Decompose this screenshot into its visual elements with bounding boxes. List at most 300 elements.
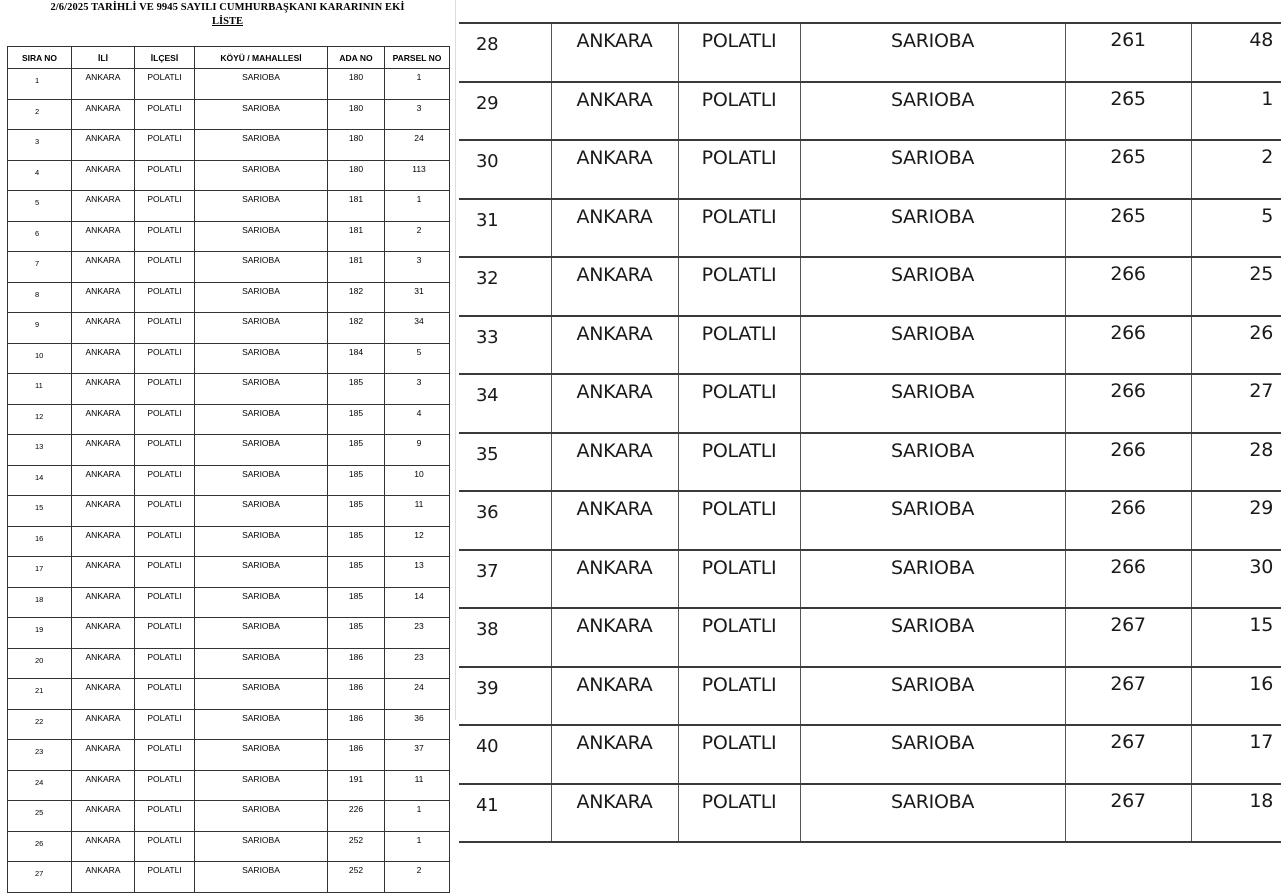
ada-no-cell: 252 [328, 862, 385, 893]
il-cell: ANKARA [72, 252, 135, 283]
ada-no-cell: 266 [1065, 550, 1191, 609]
table-row [8, 343, 450, 374]
ada-no-cell: 186 [328, 709, 385, 740]
ilce-cell: POLATLI [678, 433, 800, 492]
ilce-cell: POLATLI [678, 374, 800, 433]
table-row [8, 526, 450, 557]
table-row [8, 587, 450, 618]
koy-mahalle-cell: SARIOBA [195, 130, 328, 161]
parsel-no-cell: 1 [385, 801, 450, 832]
koy-mahalle-cell: SARIOBA [195, 282, 328, 313]
table-row [8, 557, 450, 588]
table-row [8, 130, 450, 161]
koy-mahalle-cell: SARIOBA [195, 160, 328, 191]
il-cell: ANKARA [72, 435, 135, 466]
ada-no-cell: 180 [328, 160, 385, 191]
table-row [459, 140, 1281, 199]
il-cell: ANKARA [551, 140, 678, 199]
parsel-no-cell: 24 [385, 130, 450, 161]
document-subtitle: LİSTE [212, 16, 243, 27]
ilce-cell: POLATLI [135, 679, 195, 710]
sira-no-cell: 38 [459, 608, 551, 667]
il-cell: ANKARA [72, 282, 135, 313]
il-cell: ANKARA [551, 491, 678, 550]
sira-no-cell: 26 [8, 831, 72, 862]
table-row [459, 550, 1281, 609]
parcel-list-table-part-1 [7, 46, 450, 893]
il-cell: ANKARA [72, 557, 135, 588]
koy-mahalle-cell: SARIOBA [195, 374, 328, 405]
ada-no-cell: 226 [328, 801, 385, 832]
sira-no-cell: 17 [8, 557, 72, 588]
parsel-no-cell: 48 [1191, 23, 1281, 82]
sira-no-cell: 4 [8, 160, 72, 191]
table-body-part-2 [459, 23, 1281, 842]
ilce-cell: POLATLI [135, 831, 195, 862]
parsel-no-cell: 1 [385, 69, 450, 100]
il-cell: ANKARA [551, 608, 678, 667]
koy-mahalle-cell: SARIOBA [195, 740, 328, 771]
ilce-cell: POLATLI [135, 404, 195, 435]
parsel-no-cell: 27 [1191, 374, 1281, 433]
sira-no-cell: 39 [459, 667, 551, 726]
koy-mahalle-cell: SARIOBA [195, 69, 328, 100]
ilce-cell: POLATLI [135, 587, 195, 618]
ada-no-cell: 266 [1065, 257, 1191, 316]
sira-no-cell: 12 [8, 404, 72, 435]
koy-mahalle-cell: SARIOBA [195, 313, 328, 344]
il-cell: ANKARA [72, 374, 135, 405]
ilce-cell: POLATLI [135, 343, 195, 374]
ada-no-cell: 185 [328, 496, 385, 527]
table-row [8, 160, 450, 191]
parsel-no-cell: 12 [385, 526, 450, 557]
koy-mahalle-cell: SARIOBA [195, 801, 328, 832]
parsel-no-cell: 1 [1191, 82, 1281, 141]
il-cell: ANKARA [72, 831, 135, 862]
header-parsel-no: PARSEL NO [385, 47, 450, 69]
document-title: 2/6/2025 TARİHLİ VE 9945 SAYILI CUMHURBAŞKANI KARARININ EKİ [50, 2, 405, 13]
sira-no-cell: 21 [8, 679, 72, 710]
parsel-no-cell: 28 [1191, 433, 1281, 492]
sira-no-cell: 41 [459, 784, 551, 843]
ada-no-cell: 185 [328, 557, 385, 588]
il-cell: ANKARA [72, 770, 135, 801]
ada-no-cell: 182 [328, 282, 385, 313]
ada-no-cell: 181 [328, 191, 385, 222]
ada-no-cell: 180 [328, 99, 385, 130]
ada-no-cell: 267 [1065, 608, 1191, 667]
ada-no-cell: 266 [1065, 491, 1191, 550]
parsel-no-cell: 2 [385, 862, 450, 893]
ada-no-cell: 181 [328, 252, 385, 283]
table-row [8, 740, 450, 771]
parsel-no-cell: 11 [385, 770, 450, 801]
il-cell: ANKARA [551, 82, 678, 141]
koy-mahalle-cell: SARIOBA [195, 496, 328, 527]
il-cell: ANKARA [72, 343, 135, 374]
parsel-no-cell: 36 [385, 709, 450, 740]
parsel-no-cell: 3 [385, 252, 450, 283]
sira-no-cell: 36 [459, 491, 551, 550]
koy-mahalle-cell: SARIOBA [195, 831, 328, 862]
table-row [459, 433, 1281, 492]
koy-mahalle-cell: SARIOBA [195, 435, 328, 466]
ilce-cell: POLATLI [678, 82, 800, 141]
parsel-no-cell: 9 [385, 435, 450, 466]
sira-no-cell: 37 [459, 550, 551, 609]
ilce-cell: POLATLI [135, 160, 195, 191]
parsel-no-cell: 30 [1191, 550, 1281, 609]
ilce-cell: POLATLI [678, 257, 800, 316]
il-cell: ANKARA [551, 316, 678, 375]
table-row [8, 69, 450, 100]
koy-mahalle-cell: SARIOBA [800, 784, 1065, 843]
parsel-no-cell: 31 [385, 282, 450, 313]
koy-mahalle-cell: SARIOBA [800, 23, 1065, 82]
ada-no-cell: 186 [328, 679, 385, 710]
sira-no-cell: 15 [8, 496, 72, 527]
table-row [8, 435, 450, 466]
sira-no-cell: 16 [8, 526, 72, 557]
ilce-cell: POLATLI [135, 69, 195, 100]
ilce-cell: POLATLI [135, 740, 195, 771]
koy-mahalle-cell: SARIOBA [195, 465, 328, 496]
il-cell: ANKARA [72, 740, 135, 771]
koy-mahalle-cell: SARIOBA [195, 648, 328, 679]
table-row [459, 725, 1281, 784]
parsel-no-cell: 26 [1191, 316, 1281, 375]
ilce-cell: POLATLI [135, 130, 195, 161]
koy-mahalle-cell: SARIOBA [195, 862, 328, 893]
ilce-cell: POLATLI [135, 465, 195, 496]
parsel-no-cell: 1 [385, 831, 450, 862]
koy-mahalle-cell: SARIOBA [195, 618, 328, 649]
il-cell: ANKARA [551, 667, 678, 726]
koy-mahalle-cell: SARIOBA [800, 550, 1065, 609]
koy-mahalle-cell: SARIOBA [800, 667, 1065, 726]
ilce-cell: POLATLI [678, 23, 800, 82]
table-row [459, 23, 1281, 82]
il-cell: ANKARA [72, 404, 135, 435]
koy-mahalle-cell: SARIOBA [195, 343, 328, 374]
table-row [8, 679, 450, 710]
koy-mahalle-cell: SARIOBA [800, 82, 1065, 141]
table-body-part-1 [8, 69, 450, 893]
ada-no-cell: 185 [328, 404, 385, 435]
ada-no-cell: 265 [1065, 82, 1191, 141]
koy-mahalle-cell: SARIOBA [195, 252, 328, 283]
parsel-no-cell: 25 [1191, 257, 1281, 316]
il-cell: ANKARA [72, 465, 135, 496]
ilce-cell: POLATLI [135, 618, 195, 649]
sira-no-cell: 11 [8, 374, 72, 405]
ada-no-cell: 261 [1065, 23, 1191, 82]
ilce-cell: POLATLI [135, 252, 195, 283]
sira-no-cell: 30 [459, 140, 551, 199]
header-sira-no: SIRA NO [8, 47, 72, 69]
ada-no-cell: 185 [328, 374, 385, 405]
il-cell: ANKARA [72, 99, 135, 130]
table-row [459, 82, 1281, 141]
koy-mahalle-cell: SARIOBA [800, 374, 1065, 433]
left-document-page [0, 0, 455, 878]
ilce-cell: POLATLI [678, 316, 800, 375]
sira-no-cell: 20 [8, 648, 72, 679]
sira-no-cell: 28 [459, 23, 551, 82]
koy-mahalle-cell: SARIOBA [800, 199, 1065, 258]
sira-no-cell: 33 [459, 316, 551, 375]
il-cell: ANKARA [551, 257, 678, 316]
sira-no-cell: 7 [8, 252, 72, 283]
koy-mahalle-cell: SARIOBA [800, 316, 1065, 375]
ilce-cell: POLATLI [678, 140, 800, 199]
sira-no-cell: 5 [8, 191, 72, 222]
table-row [8, 862, 450, 893]
il-cell: ANKARA [72, 587, 135, 618]
table-row [8, 465, 450, 496]
sira-no-cell: 13 [8, 435, 72, 466]
ada-no-cell: 191 [328, 770, 385, 801]
ada-no-cell: 186 [328, 648, 385, 679]
koy-mahalle-cell: SARIOBA [800, 140, 1065, 199]
il-cell: ANKARA [72, 618, 135, 649]
ada-no-cell: 267 [1065, 667, 1191, 726]
koy-mahalle-cell: SARIOBA [800, 608, 1065, 667]
sira-no-cell: 1 [8, 69, 72, 100]
ada-no-cell: 181 [328, 221, 385, 252]
ilce-cell: POLATLI [678, 199, 800, 258]
sira-no-cell: 31 [459, 199, 551, 258]
table-row [8, 648, 450, 679]
koy-mahalle-cell: SARIOBA [195, 99, 328, 130]
ada-no-cell: 265 [1065, 199, 1191, 258]
table-row [8, 313, 450, 344]
ilce-cell: POLATLI [135, 709, 195, 740]
koy-mahalle-cell: SARIOBA [195, 526, 328, 557]
parsel-no-cell: 29 [1191, 491, 1281, 550]
il-cell: ANKARA [551, 23, 678, 82]
ilce-cell: POLATLI [678, 608, 800, 667]
koy-mahalle-cell: SARIOBA [195, 770, 328, 801]
sira-no-cell: 25 [8, 801, 72, 832]
koy-mahalle-cell: SARIOBA [195, 221, 328, 252]
il-cell: ANKARA [72, 679, 135, 710]
ada-no-cell: 185 [328, 587, 385, 618]
il-cell: ANKARA [72, 130, 135, 161]
header-koyu-mahallesi: KÖYÜ / MAHALLESİ [195, 47, 328, 69]
il-cell: ANKARA [551, 374, 678, 433]
table-row [8, 801, 450, 832]
table-row [8, 252, 450, 283]
ada-no-cell: 267 [1065, 725, 1191, 784]
parsel-no-cell: 23 [385, 618, 450, 649]
parsel-no-cell: 15 [1191, 608, 1281, 667]
ilce-cell: POLATLI [135, 526, 195, 557]
il-cell: ANKARA [72, 191, 135, 222]
il-cell: ANKARA [72, 709, 135, 740]
il-cell: ANKARA [72, 862, 135, 893]
parsel-no-cell: 4 [385, 404, 450, 435]
table-row [8, 221, 450, 252]
koy-mahalle-cell: SARIOBA [195, 709, 328, 740]
ada-no-cell: 185 [328, 465, 385, 496]
il-cell: ANKARA [72, 526, 135, 557]
parsel-no-cell: 37 [385, 740, 450, 771]
ilce-cell: POLATLI [678, 784, 800, 843]
sira-no-cell: 23 [8, 740, 72, 771]
ilce-cell: POLATLI [135, 862, 195, 893]
table-row [459, 784, 1281, 843]
table-row [459, 608, 1281, 667]
header-ada-no: ADA NO [328, 47, 385, 69]
table-row [459, 316, 1281, 375]
koy-mahalle-cell: SARIOBA [195, 191, 328, 222]
parcel-list-table-part-2 [459, 22, 1281, 843]
parsel-no-cell: 17 [1191, 725, 1281, 784]
ada-no-cell: 266 [1065, 433, 1191, 492]
il-cell: ANKARA [72, 313, 135, 344]
ilce-cell: POLATLI [678, 550, 800, 609]
ada-no-cell: 180 [328, 130, 385, 161]
table-row [8, 99, 450, 130]
table-header-row [8, 47, 450, 69]
ada-no-cell: 185 [328, 435, 385, 466]
il-cell: ANKARA [72, 221, 135, 252]
table-row [8, 831, 450, 862]
sira-no-cell: 40 [459, 725, 551, 784]
il-cell: ANKARA [551, 433, 678, 492]
il-cell: ANKARA [72, 801, 135, 832]
table-row [459, 667, 1281, 726]
ada-no-cell: 184 [328, 343, 385, 374]
table-row [8, 496, 450, 527]
header-ili: İLİ [72, 47, 135, 69]
ada-no-cell: 267 [1065, 784, 1191, 843]
sira-no-cell: 29 [459, 82, 551, 141]
sira-no-cell: 2 [8, 99, 72, 130]
koy-mahalle-cell: SARIOBA [800, 491, 1065, 550]
sira-no-cell: 6 [8, 221, 72, 252]
sira-no-cell: 19 [8, 618, 72, 649]
sira-no-cell: 34 [459, 374, 551, 433]
ilce-cell: POLATLI [135, 770, 195, 801]
parsel-no-cell: 18 [1191, 784, 1281, 843]
ilce-cell: POLATLI [135, 282, 195, 313]
table-row [8, 282, 450, 313]
il-cell: ANKARA [551, 199, 678, 258]
parsel-no-cell: 24 [385, 679, 450, 710]
sira-no-cell: 3 [8, 130, 72, 161]
ada-no-cell: 252 [328, 831, 385, 862]
table-row [8, 374, 450, 405]
il-cell: ANKARA [72, 69, 135, 100]
parsel-no-cell: 2 [385, 221, 450, 252]
ilce-cell: POLATLI [135, 557, 195, 588]
ada-no-cell: 186 [328, 740, 385, 771]
table-row [8, 770, 450, 801]
parsel-no-cell: 113 [385, 160, 450, 191]
parsel-no-cell: 3 [385, 374, 450, 405]
sira-no-cell: 10 [8, 343, 72, 374]
ilce-cell: POLATLI [135, 496, 195, 527]
ilce-cell: POLATLI [678, 725, 800, 784]
parsel-no-cell: 14 [385, 587, 450, 618]
il-cell: ANKARA [551, 784, 678, 843]
koy-mahalle-cell: SARIOBA [195, 679, 328, 710]
ada-no-cell: 266 [1065, 374, 1191, 433]
right-document-page [455, 0, 1281, 816]
sira-no-cell: 14 [8, 465, 72, 496]
table-row [8, 618, 450, 649]
ada-no-cell: 180 [328, 69, 385, 100]
ilce-cell: POLATLI [135, 191, 195, 222]
sira-no-cell: 35 [459, 433, 551, 492]
ilce-cell: POLATLI [135, 801, 195, 832]
ilce-cell: POLATLI [135, 648, 195, 679]
header-ilcesi: İLÇESİ [135, 47, 195, 69]
sira-no-cell: 18 [8, 587, 72, 618]
il-cell: ANKARA [72, 160, 135, 191]
koy-mahalle-cell: SARIOBA [195, 587, 328, 618]
koy-mahalle-cell: SARIOBA [800, 257, 1065, 316]
sira-no-cell: 22 [8, 709, 72, 740]
table-row [8, 191, 450, 222]
koy-mahalle-cell: SARIOBA [195, 404, 328, 435]
parsel-no-cell: 5 [1191, 199, 1281, 258]
ilce-cell: POLATLI [678, 491, 800, 550]
ada-no-cell: 182 [328, 313, 385, 344]
sira-no-cell: 32 [459, 257, 551, 316]
il-cell: ANKARA [72, 648, 135, 679]
sira-no-cell: 8 [8, 282, 72, 313]
parsel-no-cell: 16 [1191, 667, 1281, 726]
ilce-cell: POLATLI [135, 435, 195, 466]
ilce-cell: POLATLI [135, 374, 195, 405]
parsel-no-cell: 1 [385, 191, 450, 222]
table-row [459, 374, 1281, 433]
parsel-no-cell: 11 [385, 496, 450, 527]
parsel-no-cell: 2 [1191, 140, 1281, 199]
parsel-no-cell: 23 [385, 648, 450, 679]
ada-no-cell: 185 [328, 618, 385, 649]
parsel-no-cell: 3 [385, 99, 450, 130]
ilce-cell: POLATLI [135, 99, 195, 130]
koy-mahalle-cell: SARIOBA [800, 725, 1065, 784]
ilce-cell: POLATLI [678, 667, 800, 726]
table-row [8, 709, 450, 740]
ilce-cell: POLATLI [135, 221, 195, 252]
ilce-cell: POLATLI [135, 313, 195, 344]
sira-no-cell: 24 [8, 770, 72, 801]
parsel-no-cell: 34 [385, 313, 450, 344]
il-cell: ANKARA [551, 550, 678, 609]
parsel-no-cell: 5 [385, 343, 450, 374]
sira-no-cell: 27 [8, 862, 72, 893]
ada-no-cell: 265 [1065, 140, 1191, 199]
table-row [459, 199, 1281, 258]
table-row [459, 257, 1281, 316]
table-row [459, 491, 1281, 550]
ada-no-cell: 185 [328, 526, 385, 557]
table-row [8, 404, 450, 435]
il-cell: ANKARA [551, 725, 678, 784]
koy-mahalle-cell: SARIOBA [800, 433, 1065, 492]
il-cell: ANKARA [72, 496, 135, 527]
koy-mahalle-cell: SARIOBA [195, 557, 328, 588]
ada-no-cell: 266 [1065, 316, 1191, 375]
parsel-no-cell: 10 [385, 465, 450, 496]
